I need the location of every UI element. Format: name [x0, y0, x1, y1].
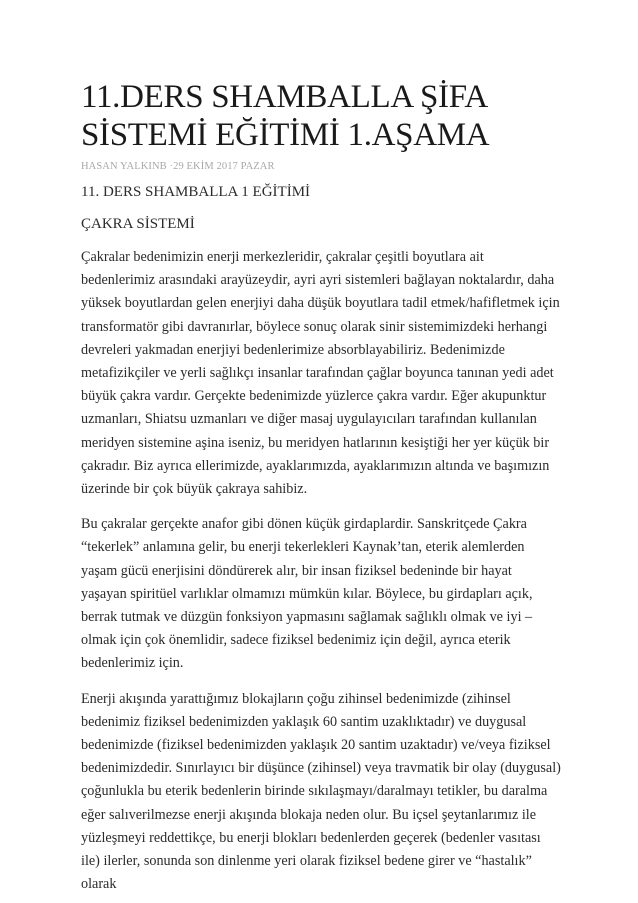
- paragraph: Çakralar bedenimizin enerji merkezleridir, çakralar çeşitli boyutlara ait bedenlerimiz arasındaki arayüzeydir, ayri ayri sistemleri bağlayan noktalardır, daha yüksek boyutlardan gelen enerjiyi daha düşük boyutlara tadil etmek/hafifletmek için transformatör gibi davranırlar, böylece sonuç olarak sinir sistemimizdeki herhangi devreleri yakmadan enerjiyi bedenlerimize absorblayabiliriz. Bedenimizde metafizikçiler ve yerli sağlıkçı insanlar tarafından çağlar boyunca tanınan yedi adet büyük çakra vardır. Gerçekte bedenimizde yüzlerce çakra vardır. Eğer akupunktur uzmanları, Shiatsu uzmanları ve diğer masaj uygulayıcıları tarafından kullanılan meridyen sistemine aşina iseniz, bu meridyen hatlarının kesiştiği her yer küçük bir çakradır. Biz ayrıca ellerimizde, ayaklarımızda, ayaklarımızın altında ve başımızın üzerinde bir çok büyük çakraya sahibiz.: [81, 249, 560, 498]
- lesson-subtitle: 11. DERS SHAMBALLA 1 EĞİTİMİ: [81, 184, 311, 200]
- section-heading: ÇAKRA SİSTEMİ: [81, 216, 195, 232]
- author-date-meta: HASAN YALKINB ·29 EKİM 2017 PAZAR: [81, 161, 275, 172]
- paragraph: Bu çakralar gerçekte anafor gibi dönen küçük girdaplardir. Sanskritçede Çakra “tekerlek” anlamına gelir, bu enerji tekerlekleri Kaynak’tan, eterik alemlerden yaşam gücü enerjisini döndürerek alır, bir insan fiziksel bedeninde bir hayat yaşayan spiritüel varlıklar olmamızı mümkün kılar. Böylece, bu girdapları açık, berrak tutmak ve düzgün fonksiyon yapmasını sağlamak sağlıklı olmak ve iyi – olmak için çok önemlidir, sadece fiziksel bedenimiz için değil, ayrıca eterik bedenlerimiz için.: [81, 516, 533, 672]
- article: [81, 78, 561, 896]
- paragraph: Enerji akışında yarattığımız blokajların çoğu zihinsel bedenimizde (zihinsel bedenimiz fiziksel bedenimizden yaklaşık 60 santim uzaklıktadır) ve duygusal bedenimizde (fiziksel bedenimizden yaklaşık 20 santim uzaktadır) ve/veya fiziksel bedenimizdedir. Sınırlayıcı bir düşünce (zihinsel) veya travmatik bir olay (duygusal) çoğunlukla bu eterik bedenlerin birinde sıkılaşmayı/daralmayı tetikler, bu daralma eğer salıverilmezse enerji akışında blokaja neden olur. Bu içsel şeytanlarımız ile yüzleşmeyi reddettikçe, bu enerji blokları bedenlerden geçerek (bedenler vasıtası ile) ilerler, sonunda son dinlenme yeri olarak fiziksel bedene girer ve “hastalık” olarak: [81, 690, 561, 893]
- page-title-line-1: 11.DERS SHAMBALLA ŞİFA: [81, 79, 488, 115]
- page-title: [81, 78, 561, 154]
- page-title-line-2: SİSTEMİ EĞİTİMİ 1.AŞAMA: [81, 117, 490, 153]
